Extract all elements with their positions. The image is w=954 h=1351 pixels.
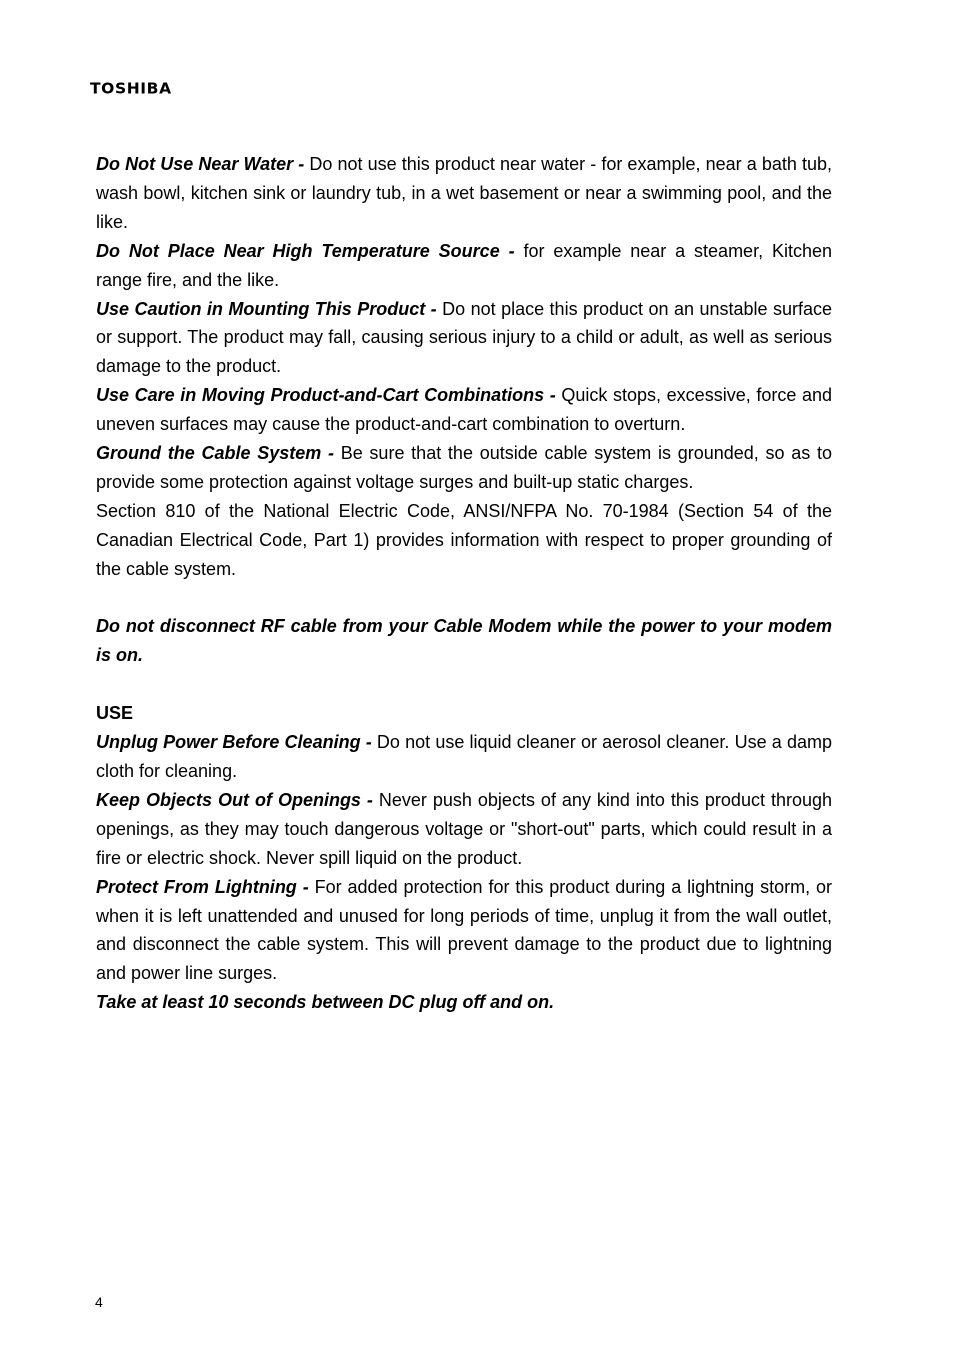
paragraph-text: Do not use liquid cleaner or aerosol cleaner. Use a damp cloth for cleaning. (96, 732, 832, 781)
paragraph-text: Do not place this product on an unstable surface or support. The product may fall, causing serious injury to a child or adult, as well as serious damage to the product. (96, 298, 832, 377)
paragraph-text: Be sure that the outside cable system is grounded, so as to provide some protection against voltage surges and built-up static charges. (96, 443, 832, 492)
dc-plug-note: Take at least 10 seconds between DC plug off and on. (96, 992, 555, 1013)
rf-warning: Do not disconnect RF cable from your Cable Modem while the power to your modem is on. (96, 616, 832, 666)
paragraph-text: Do not use this product near water - for example, near a bath tub, wash bowl, kitchen sink or laundry tub, in a wet basement or near a swimming pool, and the like. (96, 154, 832, 232)
paragraph-ground (96, 439, 832, 497)
paragraph-water (96, 150, 832, 237)
paragraph-openings (96, 786, 832, 873)
paragraph-lightning (96, 873, 832, 989)
paragraph-lead: Unplug Power Before Cleaning - (96, 732, 377, 753)
paragraph-text: For added protection for this product during a lightning storm, or when it is left unattended and unused for long periods of time, unplug it from the wall outlet, and disconnect the cable system. This will prevent damage to the product due to lightning and power line surges. (96, 876, 832, 984)
page-number: 4 (95, 1294, 103, 1310)
paragraph-text: for example near a steamer, Kitchen range fire, and the like. (96, 240, 832, 290)
paragraph-heat (96, 237, 832, 295)
document-body (96, 150, 832, 1017)
paragraph-cart (96, 381, 832, 439)
paragraph-lead: Do Not Place Near High Temperature Source - (96, 240, 524, 261)
paragraph-lead: Keep Objects Out of Openings - (96, 789, 379, 810)
spacer (96, 584, 832, 613)
paragraph-lead: Ground the Cable System - (96, 443, 341, 464)
paragraph-lead: Protect From Lightning - (96, 876, 315, 897)
paragraph-lead: Use Caution in Mounting This Product - (96, 298, 443, 319)
paragraph-cleaning (96, 728, 832, 786)
paragraph-text: Quick stops, excessive, force and uneven surfaces may cause the product-and-cart combination to overturn. (96, 385, 832, 435)
paragraph-lead: Do Not Use Near Water - (96, 154, 310, 174)
use-heading: USE (96, 703, 134, 724)
paragraph-lead: Use Care in Moving Product-and-Cart Combinations - (96, 385, 562, 406)
code-note: Section 810 of the National Electric Code, ANSI/NFPA No. 70-1984 (Section 54 of the Canadian Electrical Code, Part 1) provides information with respect to proper grounding of the cable system. (96, 500, 832, 579)
toshiba-logo: TOSHIBA (90, 80, 172, 98)
paragraph-mounting (96, 295, 832, 382)
spacer (96, 670, 832, 699)
paragraph-text: Never push objects of any kind into this product through openings, as they may touch dangerous voltage or "short-out" parts, which could result in a fire or electric shock. Never spill liquid on the product. (96, 789, 832, 868)
